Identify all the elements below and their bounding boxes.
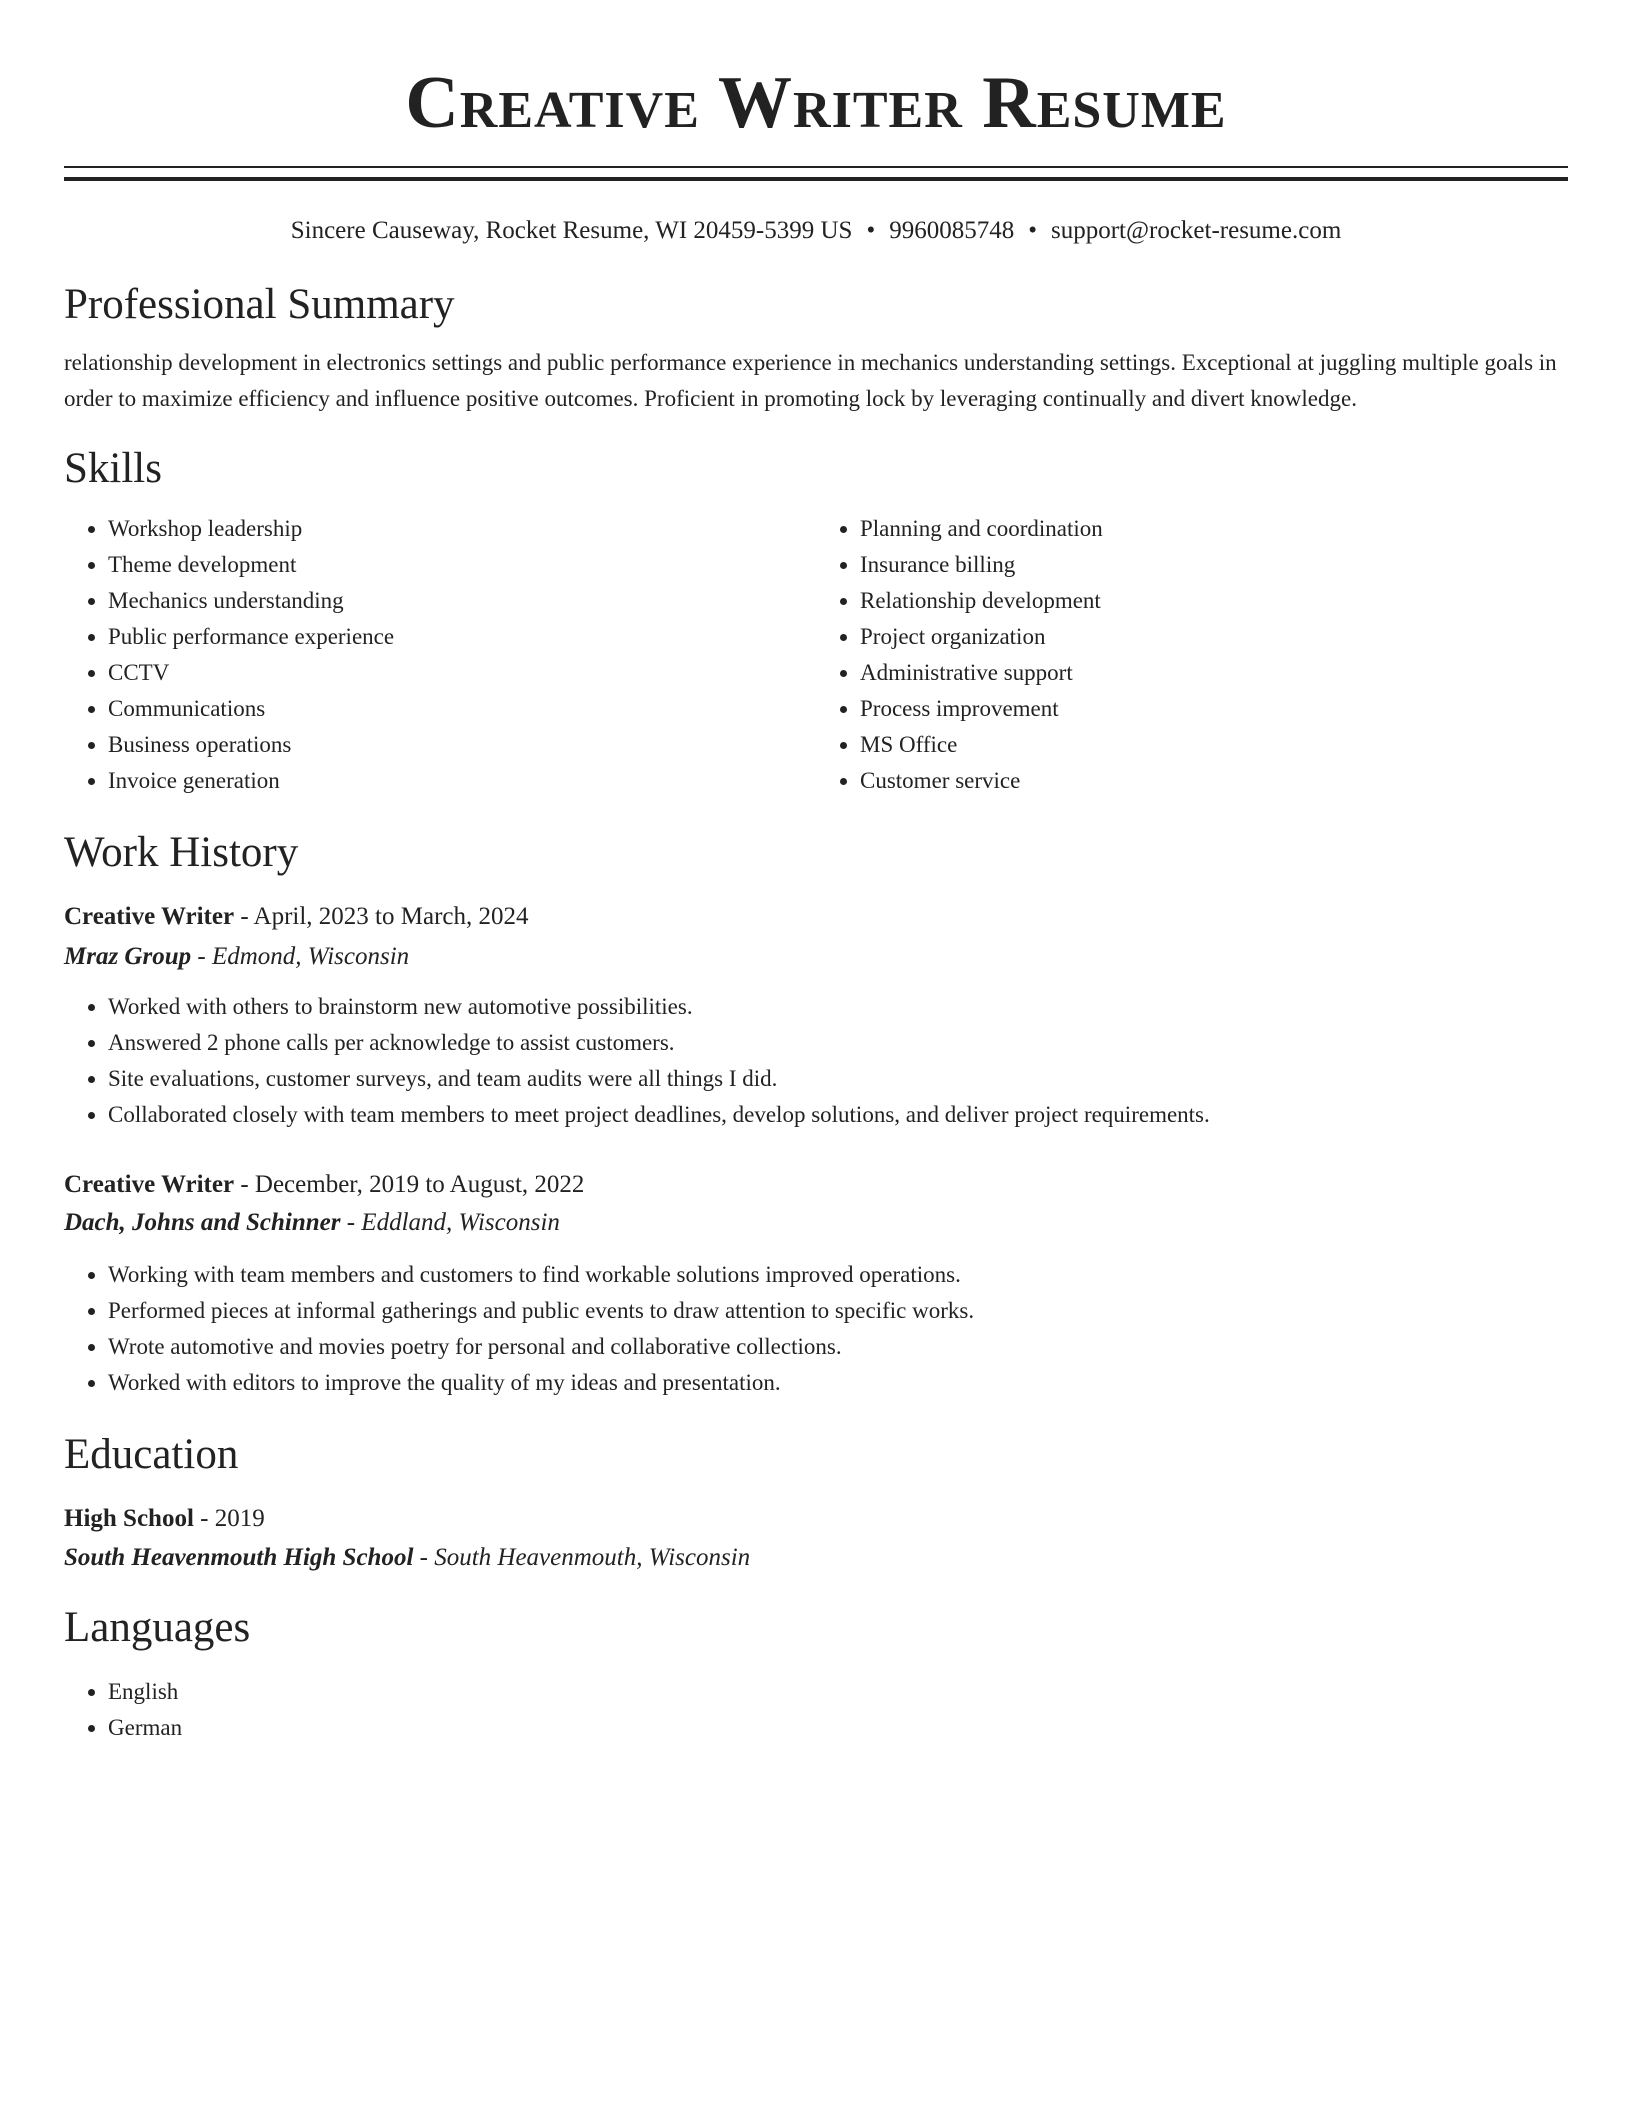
contact-separator: • [866, 217, 876, 244]
skill-item: • CCTV [108, 655, 816, 691]
employer-location: - Eddland, Wisconsin [340, 1209, 560, 1236]
job-entry [64, 899, 1568, 1133]
skill-item: • Business operations [108, 727, 816, 763]
job-duty: • Wrote automotive and movies poetry for personal and collaborative collections. [108, 1329, 1568, 1365]
skill-item: • Mechanics understanding [108, 583, 816, 619]
job-duties-list [64, 989, 1568, 1133]
employer-line [64, 1205, 1568, 1241]
job-duty: • Worked with others to brainstorm new automotive possibilities. [108, 989, 1568, 1025]
skill-item: • Process improvement [860, 691, 1568, 727]
employer-name: Mraz Group [64, 943, 192, 970]
languages-section [64, 1674, 1568, 1746]
resume-title: Creative Writer Resume [405, 62, 1227, 144]
section-heading-education: Education [64, 1431, 239, 1478]
language-item: • German [108, 1710, 1568, 1746]
skill-item: • Project organization [860, 619, 1568, 655]
section-heading-skills: Skills [64, 445, 162, 492]
title-divider [64, 166, 1568, 181]
section-heading-work-history: Work History [64, 829, 299, 876]
skills-list-right [816, 511, 1568, 799]
skill-item: • Invoice generation [108, 763, 816, 799]
job-title-line [64, 1167, 1568, 1203]
school-location: - South Heavenmouth, Wisconsin [413, 1544, 751, 1571]
job-title-line [64, 899, 1568, 935]
job-dates: - December, 2019 to August, 2022 [234, 1171, 585, 1198]
contact-line [64, 215, 1568, 247]
job-dates: - April, 2023 to March, 2024 [234, 903, 529, 930]
job-duty: • Working with team members and customers to find workable solutions improved operations. [108, 1257, 1568, 1293]
skills-list-left [64, 511, 816, 799]
employer-line [64, 939, 1568, 975]
degree-line [64, 1501, 1568, 1537]
contact-address: Sincere Causeway, Rocket Resume, WI 20459-5399 US [290, 217, 853, 244]
section-heading-languages: Languages [64, 1604, 251, 1651]
skill-item: • Public performance experience [108, 619, 816, 655]
skill-item: • Administrative support [860, 655, 1568, 691]
job-duty: • Performed pieces at informal gatherings and public events to draw attention to specific works. [108, 1293, 1568, 1329]
education-entry [64, 1501, 1568, 1576]
skill-item: • Communications [108, 691, 816, 727]
skill-item: • Insurance billing [860, 547, 1568, 583]
degree: High School [64, 1505, 194, 1532]
section-heading-summary: Professional Summary [64, 281, 455, 328]
graduation-year: - 2019 [193, 1505, 265, 1532]
job-duty: • Site evaluations, customer surveys, and team audits were all things I did. [108, 1061, 1568, 1097]
resume-page [64, 0, 1568, 1746]
skill-item: • Relationship development [860, 583, 1568, 619]
skill-item: • Customer service [860, 763, 1568, 799]
job-duty: • Worked with editors to improve the quality of my ideas and presentation. [108, 1365, 1568, 1401]
skill-item: • Planning and coordination [860, 511, 1568, 547]
skill-item: • Theme development [108, 547, 816, 583]
employer-name: Dach, Johns and Schinner [64, 1209, 341, 1236]
school-name: South Heavenmouth High School [64, 1544, 414, 1571]
contact-phone: 9960085748 [889, 217, 1015, 244]
languages-list [64, 1674, 1568, 1746]
contact-email: support@rocket-resume.com [1050, 217, 1342, 244]
language-item: • English [108, 1674, 1568, 1710]
job-title: Creative Writer [64, 903, 235, 930]
skill-item: • MS Office [860, 727, 1568, 763]
job-title: Creative Writer [64, 1171, 235, 1198]
contact-separator: • [1028, 217, 1037, 244]
skills-columns [64, 511, 1568, 799]
job-duty: • Answered 2 phone calls per acknowledge to assist customers. [108, 1025, 1568, 1061]
summary-text: relationship development in electronics settings and public performance experience in mechanics understanding settings. Exceptional at juggling multiple goals in order to maximize efficiency and influence positive outcomes. Proficient in promoting lock by leveraging continually and divert knowledge. [64, 350, 1557, 411]
job-entry [64, 1167, 1568, 1401]
skill-item: • Workshop leadership [108, 511, 816, 547]
employer-location: - Edmond, Wisconsin [191, 943, 410, 970]
school-line [64, 1540, 1568, 1576]
job-duty: • Collaborated closely with team members to meet project deadlines, develop solutions, and deliver project requirements. [108, 1097, 1568, 1133]
job-duties-list [64, 1257, 1568, 1401]
